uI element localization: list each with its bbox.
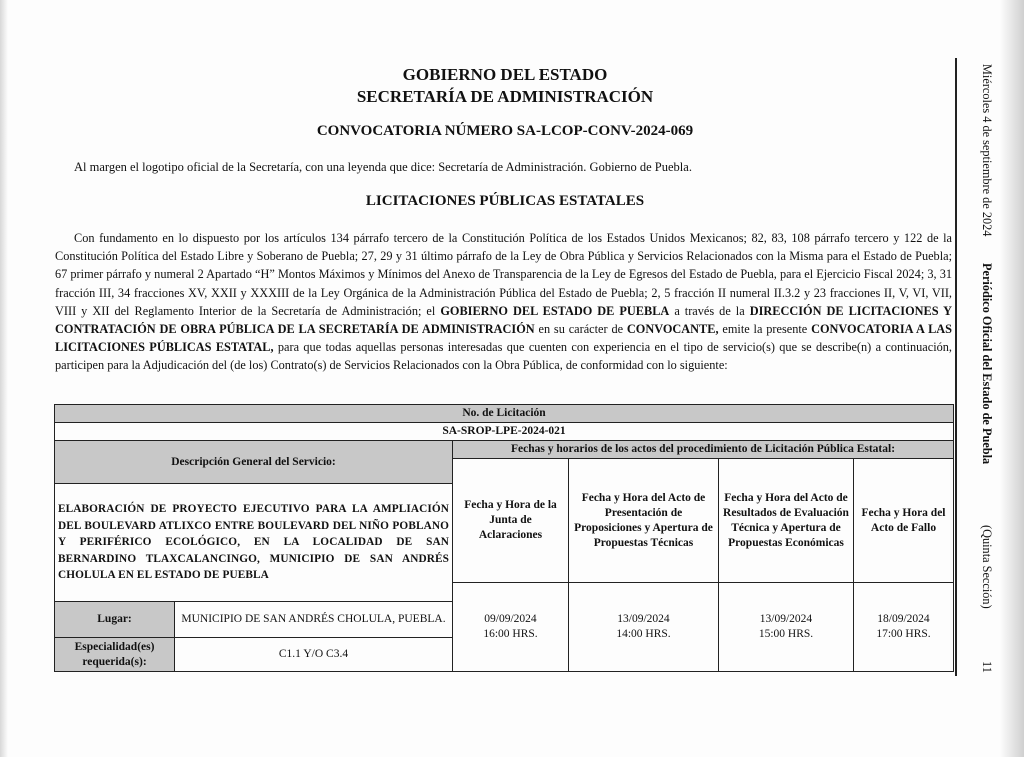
junta-date: 09/09/2024 xyxy=(484,613,537,625)
col-fallo-value xyxy=(854,583,953,671)
col-resultados-value xyxy=(719,583,854,671)
page-fold-shadow xyxy=(1000,0,1024,757)
descripcion-label: Descripción General del Servicio: xyxy=(55,441,453,484)
body-text-2: a través de la xyxy=(669,303,750,318)
resultados-date: 13/09/2024 xyxy=(759,613,813,625)
descripcion-value: ELABORACIÓN DE PROYECTO EJECUTIVO PARA LA AMPLIACIÓN DEL BOULEVARD ATLIXCO ENTRE BOULEVARD DEL NIÑO POBLANO Y PERIFÉRICO ECOLÓGICO, EN LA LOCALIDAD DE SAN BERNARDINO TLAXCALANCINGO, MUNICIPIO DE SAN ANDRÉS CHOLULA EN EL ESTADO DE PUEBLA xyxy=(55,484,453,602)
col-resultados-header: Fecha y Hora del Acto de Resultados de Evaluación Técnica y Apertura de Propuestas Económicas xyxy=(719,459,854,583)
body-text-5: para que todas aquellas personas interesadas que cuenten con experiencia en el tipo de servicio(s) que se describe(n) a continuación, participen para la Adjudicación del (de los) Contrato(s) de Servicios Relacionados con la Obra Pública, de conformidad con lo siguiente: xyxy=(55,340,952,373)
body-text-3: en su carácter de xyxy=(534,322,627,337)
col-presentacion-value xyxy=(569,583,719,671)
especialidad-label: Especialidad(es) requerida(s): xyxy=(55,638,175,671)
side-date: Miércoles 4 de septiembre de 2024 xyxy=(980,64,994,237)
body-paragraph xyxy=(55,229,952,375)
lugar-label: Lugar: xyxy=(55,602,175,638)
body-bold-2: DIRECCIÓN DE LICITACIONES Y CONTRATACIÓN DE OBRA PÚBLICA DE LA SECRETARÍA DE ADMINISTRACIÓN xyxy=(55,303,953,337)
convocatoria-title: CONVOCATORIA NÚMERO SA-LCOP-CONV-2024-069 xyxy=(316,123,694,139)
page-number: 11 xyxy=(980,661,994,673)
presentacion-date: 13/09/2024 xyxy=(617,613,670,625)
body-bold-1: GOBIERNO DEL ESTADO DE PUEBLA xyxy=(440,303,670,318)
licitacion-table xyxy=(54,404,954,672)
section-title: LICITACIONES PÚBLICAS ESTATALES xyxy=(365,193,645,209)
header-line-1: GOBIERNO DEL ESTADO xyxy=(402,65,608,84)
resultados-time: 15:00 HRS. xyxy=(758,628,814,640)
col-junta-header: Fecha y Hora de la Junta de Aclaraciones xyxy=(453,459,569,583)
body-bold-3: CONVOCANTE, xyxy=(626,322,719,337)
especialidad-value: C1.1 Y/O C3.4 xyxy=(175,638,453,671)
presentacion-time: 14:00 HRS. xyxy=(616,628,671,640)
side-publication-title: Periódico Oficial del Estado de Puebla xyxy=(980,263,994,465)
margin-note: Al margen el logotipo oficial de la Secretaría, con una leyenda que dice: Secretaría de Administración. Gobierno de Puebla. xyxy=(74,160,692,174)
no-licitacion-value: SA-SROP-LPE-2024-021 xyxy=(55,423,953,441)
lugar-value: MUNICIPIO DE SAN ANDRÉS CHOLULA, PUEBLA. xyxy=(175,602,453,638)
body-bold-4: CONVOCATORIA A LAS LICITACIONES PÚBLICAS ESTATAL, xyxy=(55,322,952,355)
col-junta-value xyxy=(453,583,569,671)
side-margin xyxy=(962,64,998,674)
body-text-1: Con fundamento en lo dispuesto por los artículos 134 párrafo tercero de la Constitución Política de los Estados Unidos Mexicanos; 82, 83, 108 párrafo tercero y 122 de la Constitución Política del Estado Libre y Soberano de Puebla; 27, 29 y 31 último párrafo de la Ley de Obra Pública y Servicios Relacionados con la Misma para el Estado de Puebla; 67 primer párrafo y numeral 2 Apartado “H” Montos Máximos y Mínimos del Anexo de Transparencia de la Ley de Egresos del Estado de Puebla, para el Ejercicio Fiscal 2024; 3, 31 fracción III, 34 fracciones XV, XXII y XXXIII de la Ley Orgánica de la Administración Pública del Estado de Puebla; 2, 5 fracción II numeral II.3.2 y 23 fracciones II, V, VI, VII, VIII y XII del Reglamento Interior de la Secretaría de Administración; el xyxy=(55,231,952,318)
fechas-label: Fechas y horarios de los actos del procedimiento de Licitación Pública Estatal: xyxy=(453,441,953,459)
header-line-2: SECRETARÍA DE ADMINISTRACIÓN xyxy=(356,87,654,106)
no-licitacion-label: No. de Licitación xyxy=(55,405,953,423)
col-fallo-header: Fecha y Hora del Acto de Fallo xyxy=(854,459,953,583)
side-rule xyxy=(955,58,957,676)
body-text-4: emite la presente xyxy=(718,322,812,337)
side-section: (Quinta Sección) xyxy=(980,525,994,609)
col-presentacion-header: Fecha y Hora del Acto de Presentación de Proposiciones y Apertura de Propuestas Técnicas xyxy=(569,459,719,583)
document-header xyxy=(55,64,955,108)
junta-time: 16:00 HRS. xyxy=(483,628,538,640)
page-edge-shadow xyxy=(0,0,8,757)
fallo-time: 17:00 HRS. xyxy=(876,628,931,640)
fallo-date: 18/09/2024 xyxy=(877,613,930,625)
